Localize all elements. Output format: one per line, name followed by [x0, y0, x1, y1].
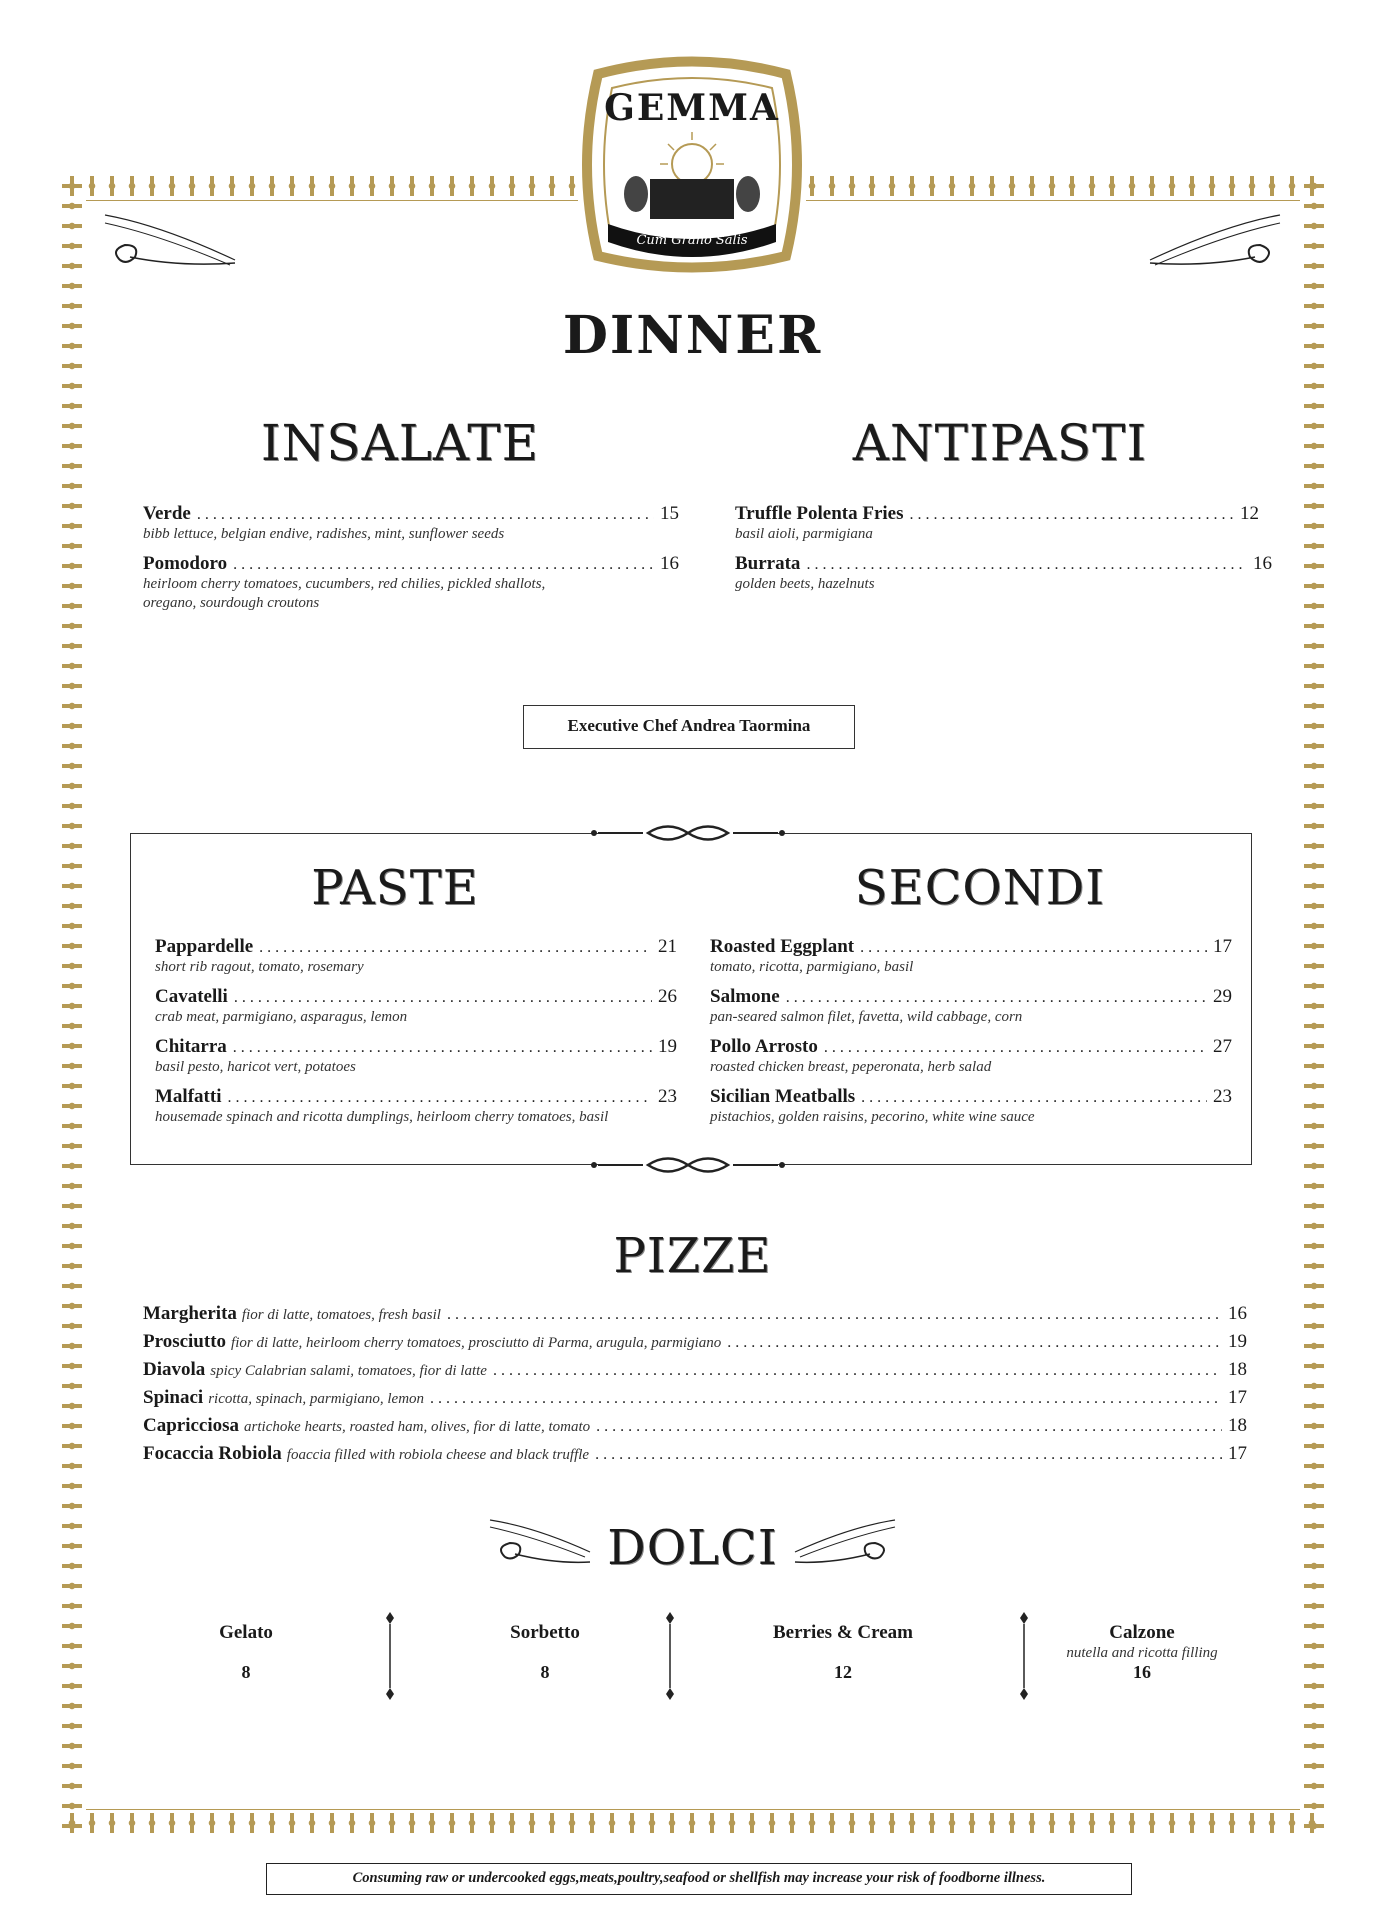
item-name: Verde	[143, 503, 191, 524]
menu-item	[143, 503, 679, 544]
menu-item	[143, 553, 679, 613]
dessert-price: 16	[1133, 1662, 1151, 1682]
food-safety-disclaimer: Consuming raw or undercooked eggs,meats,poultry,seafood or shellfish may increase your risk of foodborne illness.	[266, 1863, 1132, 1895]
dessert-item	[1017, 1622, 1267, 1683]
item-name: Pomodoro	[143, 553, 228, 574]
item-description: ricotta, spinach, parmigiano, lemon	[208, 1391, 425, 1407]
item-price: 17	[1213, 936, 1232, 957]
item-name: Cavatelli	[155, 986, 228, 1007]
dolci-flourish-right	[790, 1512, 900, 1572]
dessert-price: 12	[834, 1662, 852, 1682]
item-name: Pollo Arrosto	[710, 1036, 818, 1057]
dessert-price: 8	[241, 1662, 251, 1682]
ornamental-border-left	[62, 176, 82, 1833]
frame-ornament-top	[588, 818, 788, 848]
flourish-top-left	[100, 205, 240, 275]
item-name: Pappardelle	[155, 936, 254, 957]
item-price: 18	[1228, 1415, 1247, 1436]
item-price: 16	[1253, 553, 1272, 574]
menu-item	[710, 1036, 1232, 1077]
item-name: Spinaci	[143, 1387, 204, 1408]
item-description: short rib ragout, tomato, rosemary	[155, 959, 364, 975]
dessert-item	[718, 1622, 968, 1683]
item-name: Chitarra	[155, 1036, 227, 1057]
item-name: Roasted Eggplant	[710, 936, 855, 957]
menu-heading: DINNER	[562, 305, 823, 366]
item-price: 16	[1228, 1303, 1247, 1324]
flourish-top-right	[1145, 205, 1285, 275]
item-name: Malfatti	[155, 1086, 222, 1107]
item-description: pistachios, golden raisins, pecorino, white wine sauce	[710, 1109, 1035, 1125]
item-description: pan-seared salmon filet, favetta, wild cabbage, corn	[710, 1009, 1023, 1025]
item-price: 15	[660, 503, 679, 524]
item-name: Truffle Polenta Fries	[735, 503, 904, 524]
item-description: golden beets, hazelnuts	[735, 576, 875, 592]
dessert-price: 8	[540, 1662, 550, 1682]
item-name: Focaccia Robiola	[143, 1443, 282, 1464]
menu-item	[155, 1036, 677, 1077]
item-name: Diavola	[143, 1359, 206, 1380]
menu-item	[735, 503, 1259, 544]
divider-ornament	[664, 1610, 676, 1702]
item-description: tomato, ricotta, parmigiano, basil	[710, 959, 914, 975]
dessert-name: Berries & Cream	[773, 1622, 913, 1643]
menu-item	[155, 936, 677, 977]
item-price: 21	[658, 936, 677, 957]
item-price: 17	[1228, 1443, 1247, 1464]
item-price: 19	[1228, 1331, 1247, 1352]
item-description: basil aioli, parmigiana	[735, 526, 873, 542]
antipasti-title: ANTIPASTI	[852, 414, 1148, 472]
menu-item	[143, 1387, 1247, 1409]
item-description: crab meat, parmigiano, asparagus, lemon	[155, 1009, 408, 1025]
menu-item	[143, 1303, 1247, 1325]
menu-item	[143, 1359, 1247, 1381]
item-description: fior di latte, tomatoes, fresh basil	[241, 1307, 441, 1323]
dessert-name: Sorbetto	[510, 1622, 580, 1643]
item-name: Margherita	[143, 1303, 237, 1324]
item-name: Capricciosa	[143, 1415, 240, 1436]
dessert-description: nutella and ricotta filling	[1066, 1645, 1218, 1661]
dessert-name: Gelato	[219, 1622, 273, 1643]
ornamental-border-bottom	[62, 1813, 1324, 1833]
item-price: 12	[1240, 503, 1259, 524]
item-description: bibb lettuce, belgian endive, radishes, mint, sunflower seeds	[143, 526, 505, 542]
menu-item	[143, 1443, 1247, 1465]
dessert-description	[420, 1644, 670, 1662]
item-description: housemade spinach and ricotta dumplings, heirloom cherry tomatoes, basil	[155, 1109, 609, 1125]
restaurant-logo	[578, 54, 806, 276]
item-description: roasted chicken breast, peperonata, herb salad	[710, 1059, 992, 1075]
logo-motto: Cum Grano Salis	[636, 233, 748, 248]
logo-name: GEMMA	[604, 87, 780, 129]
item-price: 19	[658, 1036, 677, 1057]
ornamental-border-right	[1304, 176, 1324, 1833]
dessert-item	[121, 1622, 371, 1683]
menu-item	[155, 986, 677, 1027]
dolci-flourish-left	[485, 1512, 595, 1572]
item-description: heirloom cherry tomatoes, cucumbers, red chilies, pickled shallots,	[143, 576, 546, 592]
menu-item	[143, 1415, 1247, 1437]
dessert-name: Calzone	[1109, 1622, 1175, 1643]
menu-item	[710, 936, 1232, 977]
menu-item	[155, 1086, 677, 1127]
menu-item	[735, 553, 1272, 594]
item-price: 16	[660, 553, 679, 574]
item-name: Burrata	[735, 553, 801, 574]
item-description: oregano, sourdough croutons	[143, 595, 320, 611]
item-name: Salmone	[710, 986, 780, 1007]
item-price: 29	[1213, 986, 1232, 1007]
executive-chef-box: Executive Chef Andrea Taormina	[523, 705, 855, 749]
item-price: 26	[658, 986, 677, 1007]
divider-ornament	[384, 1610, 396, 1702]
border-inner-line	[86, 1809, 1300, 1810]
item-description: basil pesto, haricot vert, potatoes	[155, 1059, 356, 1075]
item-price: 17	[1228, 1387, 1247, 1408]
item-price: 23	[1213, 1086, 1232, 1107]
dessert-item	[420, 1622, 670, 1683]
frame-ornament-bottom	[588, 1150, 788, 1180]
menu-item	[710, 1086, 1232, 1127]
item-price: 23	[658, 1086, 677, 1107]
item-description: fior di latte, heirloom cherry tomatoes, prosciutto di Parma, arugula, parmigiano	[231, 1335, 722, 1351]
dessert-description	[718, 1644, 968, 1662]
item-description: spicy Calabrian salami, tomatoes, fior di latte	[210, 1363, 487, 1379]
item-description: artichoke hearts, roasted ham, olives, fior di latte, tomato	[244, 1419, 591, 1435]
dolci-title: DOLCI	[607, 1520, 778, 1576]
item-name: Sicilian Meatballs	[710, 1086, 856, 1107]
pizze-title: PIZZE	[613, 1228, 772, 1284]
secondi-title: SECONDI	[854, 860, 1106, 916]
item-description: foaccia filled with robiola cheese and black truffle	[286, 1447, 590, 1463]
menu-item	[710, 986, 1232, 1027]
dessert-description	[121, 1644, 371, 1662]
menu-item	[143, 1331, 1247, 1353]
paste-title: PASTE	[311, 860, 479, 916]
item-price: 18	[1228, 1359, 1247, 1380]
insalate-title: INSALATE	[260, 414, 540, 472]
item-name: Prosciutto	[143, 1331, 227, 1352]
item-price: 27	[1213, 1036, 1232, 1057]
